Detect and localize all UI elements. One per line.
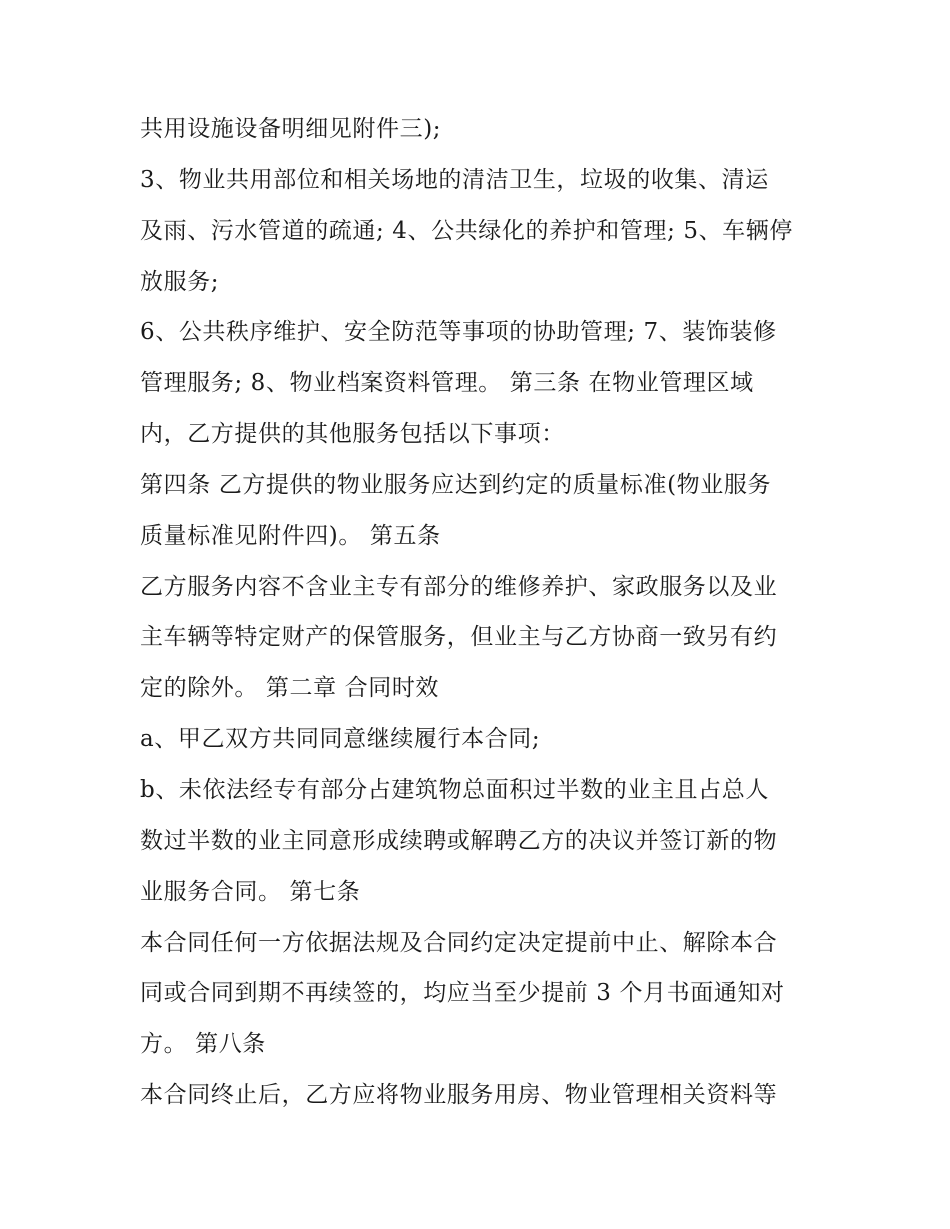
text-line: 3、物业共用部位和相关场地的清洁卫生，垃圾的收集、清运 — [140, 166, 769, 193]
text-line: 放服务; — [140, 268, 220, 295]
text-line: a、甲乙双方共同同意继续履行本合同; — [140, 726, 541, 753]
text-line: 本合同任何一方依据法规及合同约定决定提前中止、解除本合 — [140, 929, 778, 956]
text-line: 共用设施设备明细见附件三); — [140, 116, 442, 142]
text-line: 质量标准见附件四)。 第五条 — [140, 522, 441, 549]
text-line: 方。 第八条 — [140, 1031, 266, 1058]
text-line: 及雨、污水管道的疏通; 4、公共绿化的养护和管理; 5、车辆停 — [140, 217, 793, 244]
document-body — [140, 104, 820, 1121]
text-line: 同或合同到期不再续签的，均应当至少提前 3 个月书面通知对 — [140, 980, 785, 1007]
text-line: 第四条 乙方提供的物业服务应达到约定的质量标准(物业服务 — [140, 471, 772, 498]
text-line: b、未依法经专有部分占建筑物总面积过半数的业主且占总人 — [140, 776, 769, 803]
text-line: 业服务合同。 第七条 — [140, 878, 361, 905]
text-line: 定的除外。 第二章 合同时效 — [140, 675, 440, 702]
text-line: 本合同终止后，乙方应将物业服务用房、物业管理相关资料等 — [140, 1082, 778, 1109]
text-line: 内，乙方提供的其他服务包括以下事项： — [140, 421, 565, 448]
text-line: 乙方服务内容不含业主专有部分的维修养护、家政服务以及业 — [140, 573, 778, 600]
text-line: 数过半数的业主同意形成续聘或解聘乙方的决议并签订新的物 — [140, 827, 778, 854]
text-line: 管理服务; 8、物业档案资料管理。 第三条 在物业管理区域 — [140, 370, 754, 397]
text-line: 6、公共秩序维护、安全防范等事项的协助管理; 7、装饰装修 — [140, 319, 777, 346]
text-line: 主车辆等特定财产的保管服务，但业主与乙方协商一致另有约 — [140, 624, 778, 651]
